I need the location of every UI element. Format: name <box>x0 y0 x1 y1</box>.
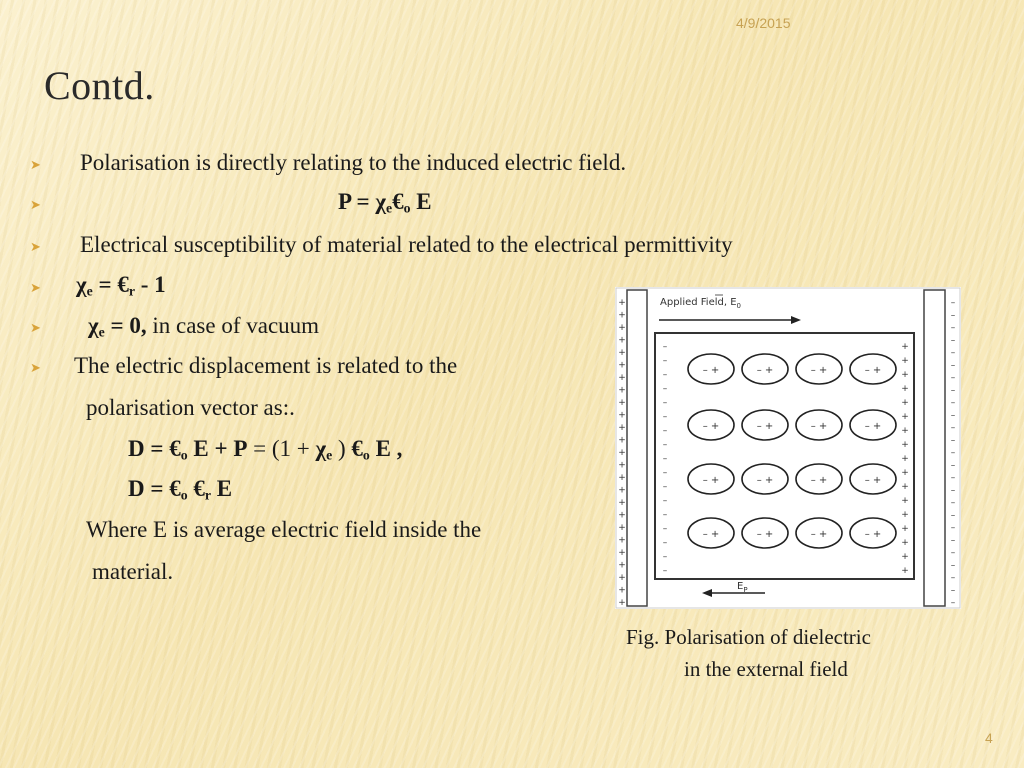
dipole-label: – + <box>756 529 774 540</box>
plate-minus-sign: – <box>950 385 956 396</box>
slab-minus-sign: – <box>662 482 668 492</box>
plate-minus-sign: – <box>950 335 956 346</box>
plate-plus-sign: + <box>618 548 626 558</box>
plate-minus-sign: – <box>950 373 956 383</box>
plate-plus-sign: + <box>618 498 626 508</box>
plate-minus-sign: – <box>950 435 956 446</box>
plate-minus-sign: – <box>950 410 956 421</box>
slab-minus-sign: – <box>662 412 668 422</box>
plate-minus-sign: – <box>950 585 956 596</box>
dipole-label: – + <box>756 421 774 432</box>
slab-plus-sign: + <box>901 496 909 506</box>
plate-minus-sign: – <box>950 473 956 483</box>
plate-minus-sign: – <box>950 360 956 371</box>
dipole-label: – + <box>864 529 882 540</box>
plate-minus-sign: – <box>950 510 956 521</box>
plate-plus-sign: + <box>618 510 626 521</box>
slab-minus-sign: – <box>662 552 668 562</box>
plate-plus-sign: + <box>618 398 626 408</box>
figure-caption-line-1: Fig. Polarisation of dielectric <box>626 625 871 649</box>
equation-displacement-2: $D = €_o$ $€_r$ E <box>128 476 233 503</box>
dipole-label: – + <box>702 365 720 376</box>
slab-minus-sign: – <box>662 524 668 534</box>
plate-plus-sign: + <box>618 485 626 496</box>
dipole-label: – + <box>702 421 720 432</box>
plate-minus-sign: – <box>950 573 956 583</box>
slab-minus-sign: – <box>662 342 668 352</box>
plate-plus-sign: + <box>618 323 626 333</box>
plate-minus-sign: – <box>950 498 956 508</box>
ep-field-label: $E_P$ <box>737 581 748 594</box>
dipole-label: – + <box>756 475 774 486</box>
dipole-label: – + <box>810 421 828 432</box>
slab-minus-sign: – <box>662 370 668 380</box>
plate-plus-sign: + <box>618 360 626 371</box>
slab-minus-sign: – <box>662 440 668 450</box>
slab-plus-sign: + <box>901 566 909 576</box>
dipole-label: – + <box>864 421 882 432</box>
slab-minus-sign: – <box>662 454 668 464</box>
slab-plus-sign: + <box>901 440 909 450</box>
plate-plus-sign: + <box>618 435 626 446</box>
plate-plus-sign: + <box>618 585 626 596</box>
slab-minus-sign: – <box>662 398 668 408</box>
bullet-arrow-icon: ➤ <box>30 360 41 375</box>
plate-plus-sign: + <box>618 560 626 571</box>
slab-plus-sign: + <box>901 370 909 380</box>
dipole-label: – + <box>702 529 720 540</box>
equation-polarisation: $P = \chi_e€_o$ E <box>338 189 432 216</box>
bullet-vacuum: $\chi_e = 0$, in case of vacuum <box>88 313 320 340</box>
plate-minus-sign: – <box>950 485 956 496</box>
plate-plus-sign: + <box>618 410 626 421</box>
slab-plus-sign: + <box>901 384 909 394</box>
right-plate <box>924 290 945 606</box>
dipole-label: – + <box>810 475 828 486</box>
plate-minus-sign: – <box>950 323 956 333</box>
dielectric-diagram <box>615 287 961 609</box>
where-line-2: material. <box>92 559 174 584</box>
slab-minus-sign: – <box>662 384 668 394</box>
dipole-label: – + <box>810 529 828 540</box>
bullet-arrow-icon: ➤ <box>30 239 41 254</box>
plate-plus-sign: + <box>618 348 626 358</box>
slab-minus-sign: – <box>662 566 668 576</box>
plate-minus-sign: – <box>950 560 956 571</box>
plate-plus-sign: + <box>618 460 626 471</box>
dipole-label: – + <box>702 475 720 486</box>
slab-plus-sign: + <box>901 342 909 352</box>
slab-plus-sign: + <box>901 538 909 548</box>
equation-susceptibility: $\chi_e$ = $€_r - 1$ <box>76 272 166 299</box>
plate-minus-sign: – <box>950 460 956 471</box>
figure-caption-line-2: in the external field <box>684 657 848 681</box>
plate-plus-sign: + <box>618 335 626 346</box>
dielectric-polarisation-figure <box>615 287 961 609</box>
plate-plus-sign: + <box>618 523 626 533</box>
plate-minus-sign: – <box>950 598 956 608</box>
slab-minus-sign: – <box>662 538 668 548</box>
slab-plus-sign: + <box>901 356 909 366</box>
plate-minus-sign: – <box>950 423 956 433</box>
plate-minus-sign: – <box>950 310 956 321</box>
slab-minus-sign: – <box>662 496 668 506</box>
applied-field-label: Applied Field, $E_0$ <box>660 297 741 310</box>
equation-displacement-1: $D = €_o$ $E + P = (1 + \chi_e$ ) $€_o$ E , <box>128 436 403 463</box>
plate-plus-sign: + <box>618 598 626 608</box>
plate-minus-sign: – <box>950 548 956 558</box>
plate-minus-sign: – <box>950 448 956 458</box>
slide-title: Contd. <box>44 63 155 108</box>
plate-minus-sign: – <box>950 398 956 408</box>
dipole-label: – + <box>756 365 774 376</box>
plate-minus-sign: – <box>950 535 956 546</box>
slab-plus-sign: + <box>901 552 909 562</box>
bullet-arrow-icon: ➤ <box>30 280 41 295</box>
plate-plus-sign: + <box>618 385 626 396</box>
plate-plus-sign: + <box>618 373 626 383</box>
slab-plus-sign: + <box>901 412 909 422</box>
plate-plus-sign: + <box>618 535 626 546</box>
plate-plus-sign: + <box>618 473 626 483</box>
slide-date: 4/9/2015 <box>736 15 791 31</box>
slab-plus-sign: + <box>901 524 909 534</box>
bullet-arrow-icon: ➤ <box>30 197 41 212</box>
plate-plus-sign: + <box>618 423 626 433</box>
slab-minus-sign: – <box>662 510 668 520</box>
slide-number: 4 <box>985 730 993 746</box>
bullet-susceptibility: Electrical susceptibility of material related to the electrical permittivity <box>80 232 733 257</box>
slab-minus-sign: – <box>662 468 668 478</box>
slab-plus-sign: + <box>901 510 909 520</box>
slab-plus-sign: + <box>901 454 909 464</box>
slab-plus-sign: + <box>901 398 909 408</box>
slab-plus-sign: + <box>901 468 909 478</box>
left-plate <box>627 290 647 606</box>
bullet-polarisation-field: Polarisation is directly relating to the induced electric field. <box>80 150 627 175</box>
plate-minus-sign: – <box>950 298 956 308</box>
plate-plus-sign: + <box>618 573 626 583</box>
plate-plus-sign: + <box>618 448 626 458</box>
slab-plus-sign: + <box>901 482 909 492</box>
plate-plus-sign: + <box>618 298 626 308</box>
dipole-label: – + <box>864 475 882 486</box>
where-line-1: Where E is average electric field inside the <box>86 517 482 542</box>
bullet-arrow-icon: ➤ <box>30 157 41 172</box>
bullet-displacement: The electric displacement is related to the <box>74 353 458 378</box>
plate-minus-sign: – <box>950 348 956 358</box>
slab-minus-sign: – <box>662 356 668 366</box>
bullet-arrow-icon: ➤ <box>30 320 41 335</box>
plate-minus-sign: – <box>950 523 956 533</box>
slab-plus-sign: + <box>901 426 909 436</box>
dipole-label: – + <box>810 365 828 376</box>
displacement-continuation: polarisation vector as:. <box>86 395 295 420</box>
slab-minus-sign: – <box>662 426 668 436</box>
dipole-label: – + <box>864 365 882 376</box>
plate-plus-sign: + <box>618 310 626 321</box>
